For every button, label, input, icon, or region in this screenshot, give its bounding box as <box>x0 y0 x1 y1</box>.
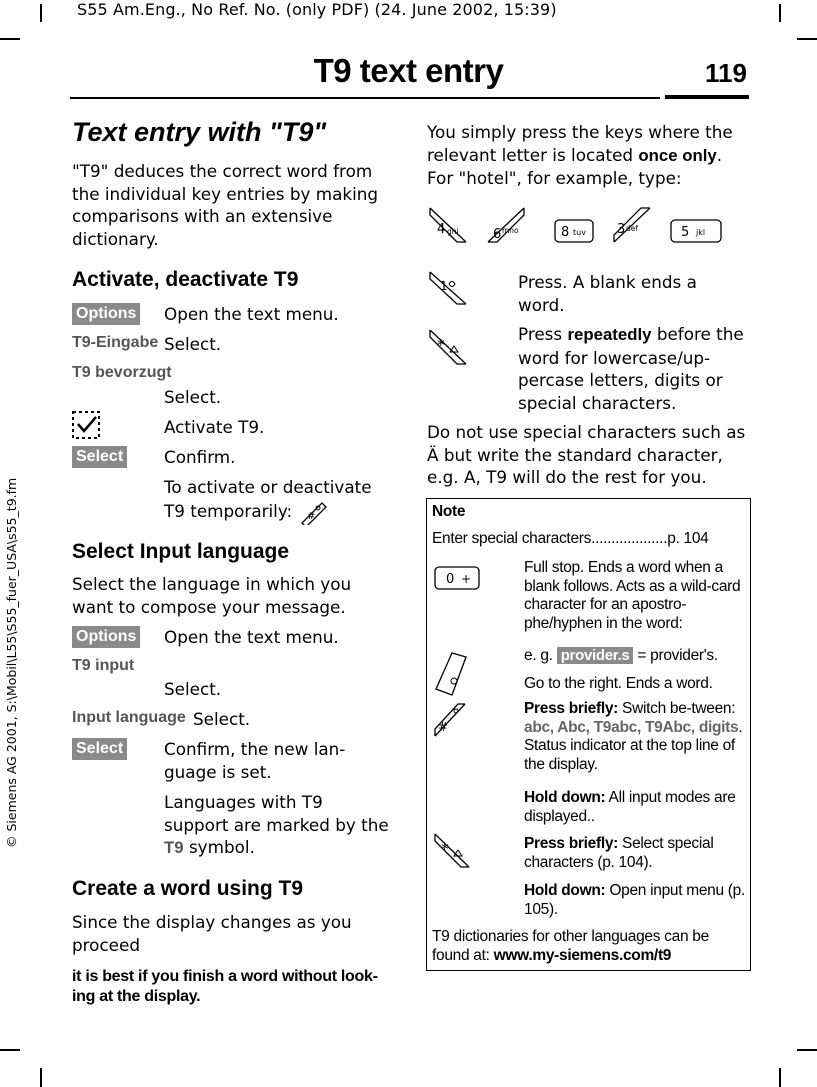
hash-hold-label: Hold down: <box>524 789 606 806</box>
hash-brief-text: Switch be-tween: <box>622 700 736 717</box>
ref-dots: ................... <box>591 530 668 547</box>
right-intro <box>427 121 749 190</box>
t9input-desc: Select. <box>164 679 222 699</box>
crop-mark <box>0 38 20 40</box>
star-desc-text: Press <box>518 324 563 344</box>
svg-text:1: 1 <box>440 279 448 293</box>
menu-label-t9bevorzugt: T9 bevorzugt <box>72 364 172 381</box>
hash-brief-end: . Status indicator at the top line of the display. <box>524 718 743 773</box>
svg-text:#: # <box>306 510 315 522</box>
svg-text:#: # <box>438 720 449 734</box>
language-intro: Select the language in which you want to compose your message. <box>72 574 352 617</box>
siemens-url: www.my-siemens.com/t9 <box>493 946 672 964</box>
key-letters: jkl <box>696 228 706 237</box>
inputlang-desc: Select. <box>193 709 251 729</box>
checkbox-icon <box>72 411 100 439</box>
crop-mark <box>40 4 42 22</box>
once-only: once only <box>638 145 717 165</box>
star-brief-label: Press briefly: <box>524 835 619 852</box>
footer-text: T9 dictionaries for other languages can be found at: <box>432 928 709 964</box>
key-0-icon <box>433 565 481 591</box>
key-3-icon <box>611 205 653 245</box>
note-box <box>426 498 751 971</box>
activate-heading: Activate, deactivate T9 <box>72 268 299 291</box>
create-advice: it is best if you finish a word without look-ing at the display. <box>72 968 378 1005</box>
key-letters: ghi <box>447 227 459 236</box>
page-number: 119 <box>705 58 747 88</box>
hash-key-icon <box>298 499 328 525</box>
menu-label-t9input: T9 input <box>72 657 135 674</box>
provider-tag: provider.s <box>557 647 634 664</box>
crop-mark <box>40 1068 42 1087</box>
crop-mark <box>797 38 817 40</box>
hash-brief <box>524 700 746 774</box>
ref-label: Enter special characters <box>432 530 592 547</box>
right-intro-end: . For "hotel", for example, type: <box>427 144 723 189</box>
star-desc-end: before the word for lowercase/up-percase letters, digits or special characters. <box>518 324 744 413</box>
select-softkey: Select <box>72 738 127 760</box>
hash-brief-label: Press briefly: <box>524 700 619 717</box>
support-text: Languages with T9 support are marked by the <box>164 792 389 835</box>
intro-paragraph: "T9" deduces the correct word from the individual key entries by making comparisons with an extensive dictionary. <box>72 161 379 249</box>
key-letters: mno <box>502 226 519 235</box>
right-intro-text: You simply press the keys where the relevant letter is located <box>427 122 733 165</box>
key-4-icon <box>427 205 469 245</box>
t9eingabe-desc: Select. <box>164 334 222 354</box>
crop-mark <box>779 1068 781 1087</box>
header-rule <box>70 97 660 99</box>
ref-page: p. 104 <box>667 530 709 547</box>
svg-text:+: + <box>461 572 472 586</box>
star-key-icon <box>426 326 470 368</box>
input-modes: abc, Abc, T9abc, T9Abc, digits <box>524 718 739 736</box>
right-desc: Go to the right. Ends a word. <box>524 675 713 692</box>
star-hold-text: Open input menu (p. 105). <box>524 882 745 918</box>
key-6-icon <box>485 205 527 245</box>
t9-symbol: T9 <box>164 838 184 858</box>
create-intro: Since the display changes as you proceed <box>72 912 352 955</box>
star-key-icon <box>432 831 472 871</box>
key-8-icon <box>553 218 595 244</box>
options-softkey: Options <box>72 303 140 325</box>
key-digit: 4 <box>437 222 446 237</box>
temp-toggle-label: To activate or deactivate T9 temporarily: <box>164 477 372 521</box>
t9bev-desc: Select. <box>164 387 222 407</box>
page-number-rule <box>665 95 749 99</box>
star-repeatedly: repeatedly <box>567 325 652 344</box>
star-brief <box>524 835 746 872</box>
running-head: S55 Am.Eng., No Ref. No. (only PDF) (24. June 2002, 15:39) <box>77 0 557 19</box>
star-hold-label: Hold down: <box>524 882 606 899</box>
star-hold <box>524 882 746 919</box>
language-heading: Select Input language <box>72 540 290 563</box>
special-char-para: Do not use special characters such as Ä but write the standard character, e.g. A, T9 will do the rest for you. <box>427 422 746 488</box>
key-5-icon <box>669 218 723 244</box>
create-heading: Create a word using T9 <box>72 877 304 900</box>
key-digit: 6 <box>493 227 502 242</box>
options-softkey: Options <box>72 626 140 648</box>
eg-suffix: = provider's. <box>637 647 718 664</box>
example-line <box>524 647 746 666</box>
key-digit: 8 <box>561 225 570 240</box>
section-heading: Text entry with "T9" <box>72 117 327 147</box>
note-title: Note <box>432 503 466 520</box>
page-title: T9 text entry <box>313 52 504 89</box>
star-brief-text: Select special characters (p. 104). <box>524 835 714 871</box>
key-digit: 3 <box>617 222 626 237</box>
menu-label-input-language: Input language <box>72 709 186 726</box>
hash-hold-text: All input modes are displayed.. <box>524 789 736 825</box>
select-desc: Confirm. <box>164 447 236 467</box>
support-text-end: symbol. <box>188 837 255 858</box>
svg-text:0: 0 <box>446 572 455 587</box>
menu-label-t9eingabe: T9-Eingabe <box>72 334 159 351</box>
checkbox-desc: Activate T9. <box>164 417 265 437</box>
zero-desc: Full stop. Ends a word when a blank follows. Acts as a wild-card character for an apostro-phe/hyphen in the word: <box>524 559 741 632</box>
hash-hold <box>524 789 746 826</box>
key1-desc: Press. A blank ends a word. <box>518 272 697 315</box>
key-1-icon <box>426 268 470 308</box>
key-letters: def <box>626 224 639 233</box>
key-letters: tuv <box>573 228 586 237</box>
side-copyright: © Siemens AG 2001, S:\Mobil\L55\S55_fuer_USA\s55_t9.fm <box>4 477 19 848</box>
options-desc: Open the text menu. <box>164 304 339 324</box>
right-nav-key-icon <box>432 651 472 699</box>
select-softkey: Select <box>72 446 127 468</box>
hash-key-icon <box>432 701 468 739</box>
select-language-desc: Confirm, the new lan-guage is set. <box>164 739 346 782</box>
crop-mark <box>779 4 781 22</box>
star-desc <box>518 323 746 414</box>
crop-mark <box>0 1049 20 1051</box>
special-chars-ref <box>432 530 737 549</box>
temp-toggle-text <box>164 476 389 525</box>
t9-support-note <box>164 791 392 860</box>
crop-mark <box>797 1049 817 1051</box>
dictionaries-note <box>432 928 744 965</box>
svg-text:*: * <box>437 336 445 354</box>
svg-text:*: * <box>441 840 449 858</box>
key-digit: 5 <box>681 225 690 240</box>
eg-prefix: e. g. <box>524 647 553 664</box>
options-desc: Open the text menu. <box>164 627 339 647</box>
